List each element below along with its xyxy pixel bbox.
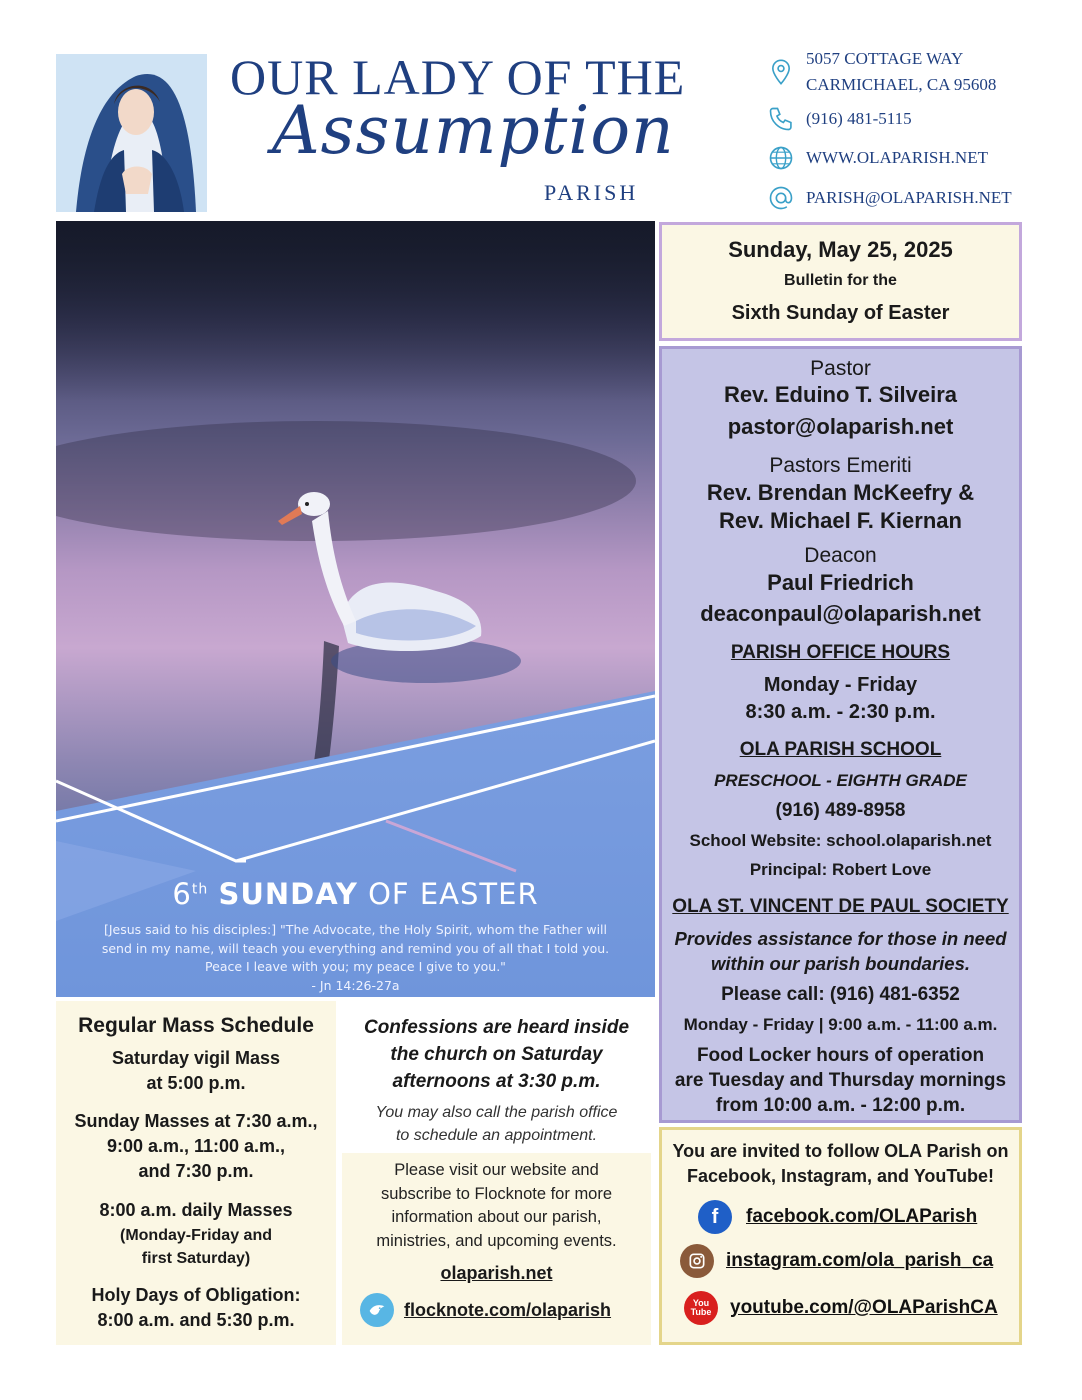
confessions-text: Confessions are heard inside the church on Saturday afternoons at 3:30 p.m.	[363, 1017, 630, 1092]
mass-schedule-box	[56, 1001, 336, 1345]
parish-title-line3: PARISH	[544, 180, 639, 205]
emeriti-label: Pastors Emeriti	[769, 454, 912, 477]
visit-box	[342, 1153, 651, 1345]
pastor-label: Pastor	[810, 357, 871, 380]
deacon-name: Paul Friedrich	[767, 570, 914, 595]
school-heading: OLA PARISH SCHOOL	[739, 739, 942, 760]
social-media-box	[659, 1127, 1022, 1345]
social-intro: You are invited to follow OLA Parish on Facebook, Instagram, and YouTube!	[672, 1141, 1009, 1186]
flocknote-link[interactable]: flocknote.com/olaparish	[404, 1299, 612, 1320]
globe-icon	[766, 143, 796, 173]
email-row	[766, 183, 1012, 213]
mass-daily-line2: (Monday-Friday and	[119, 1227, 272, 1244]
facebook-icon: f	[698, 1200, 732, 1234]
emeriti-name1: Rev. Brendan McKeefry &	[706, 480, 975, 505]
address-line2: CARMICHAEL, CA 95608	[806, 75, 997, 94]
svdp-hours: Monday - Friday | 9:00 a.m. - 11:00 a.m.	[683, 1015, 998, 1034]
address-block	[766, 46, 996, 98]
svdp-heading: OLA ST. VINCENT DE PAUL SOCIETY	[672, 896, 1009, 917]
mass-heading: Regular Mass Schedule	[78, 1014, 314, 1037]
youtube-link[interactable]: youtube.com/@OLAParishCA	[730, 1297, 998, 1318]
svdp-line1: Provides assistance for those in need	[674, 928, 1007, 949]
mass-sun-line2: 9:00 a.m., 11:00 a.m.,	[106, 1136, 286, 1156]
website-link[interactable]: WWW.OLAPARISH.NET	[806, 148, 988, 167]
visit-text: Please visit our website and subscribe to Flocknote for more information about our parish, ministries, and upcoming events.	[376, 1161, 617, 1250]
bulletin-date-box	[659, 222, 1022, 341]
mary-illustration	[56, 54, 207, 212]
mass-sat-line1: Saturday vigil Mass	[111, 1048, 281, 1068]
youtube-row[interactable]	[684, 1291, 998, 1325]
svdp-call[interactable]: Please call: (916) 481-6352	[721, 984, 960, 1005]
map-pin-icon	[766, 57, 796, 87]
school-principal: Principal: Robert Love	[749, 860, 932, 879]
instagram-link[interactable]: instagram.com/ola_parish_ca	[726, 1250, 994, 1271]
deacon-email[interactable]: deaconpaul@olaparish.net	[700, 601, 981, 626]
deacon-label: Deacon	[804, 544, 877, 567]
parish-website-link[interactable]: olaparish.net	[440, 1263, 553, 1283]
bulletin-date: Sunday, May 25, 2025	[728, 237, 953, 262]
school-grades: PRESCHOOL - EIGHTH GRADE	[714, 771, 967, 790]
phone-icon	[766, 104, 796, 134]
confessions-note: You may also call the parish office to schedule an appointment.	[375, 1104, 618, 1144]
mass-holy-line1: Holy Days of Obligation:	[91, 1285, 301, 1305]
flocknote-icon	[360, 1293, 394, 1327]
bulletin-occasion: Sixth Sunday of Easter	[731, 302, 950, 324]
instagram-row[interactable]	[680, 1244, 993, 1278]
confessions-box	[342, 1001, 651, 1146]
school-website[interactable]: School Website: school.olaparish.net	[689, 831, 992, 850]
svdp-line2: within our parish boundaries.	[710, 953, 971, 974]
swan-photo	[56, 221, 655, 997]
school-phone[interactable]: (916) 489-8958	[775, 800, 906, 821]
youtube-icon: You Tube	[684, 1291, 718, 1325]
address-line1: 5057 COTTAGE WAY	[806, 49, 964, 68]
office-hours-heading: PARISH OFFICE HOURS	[730, 642, 951, 663]
emeriti-name2: Rev. Michael F. Kiernan	[719, 508, 962, 533]
photo-caption-title: 6th SUNDAY OF EASTER	[172, 877, 539, 911]
parish-title-line2: Assumption	[272, 92, 675, 169]
food-locker-line1: Food Locker hours of operation	[696, 1045, 985, 1066]
instagram-icon	[680, 1244, 714, 1278]
mass-sun-line3: and 7:30 p.m.	[138, 1161, 254, 1181]
pastor-email[interactable]: pastor@olaparish.net	[727, 414, 954, 439]
mass-sun-line1: Sunday Masses at 7:30 a.m.,	[74, 1111, 318, 1131]
office-days: Monday - Friday	[763, 674, 918, 696]
email-link[interactable]: PARISH@OLAPARISH.NET	[806, 188, 1012, 207]
office-hours: 8:30 a.m. - 2:30 p.m.	[745, 701, 936, 723]
parish-title-line1: OUR LADY OF THE	[230, 49, 686, 105]
mass-sat-line2: at 5:00 p.m.	[146, 1073, 246, 1093]
pastor-name: Rev. Eduino T. Silveira	[723, 382, 958, 407]
website-row	[766, 143, 988, 173]
mass-holy-line2: 8:00 a.m. and 5:30 p.m.	[97, 1310, 295, 1330]
staff-box	[659, 346, 1022, 1123]
bulletin-subtitle: Bulletin for the	[784, 272, 897, 289]
flocknote-row[interactable]	[360, 1293, 611, 1327]
at-sign-icon	[766, 183, 796, 213]
food-locker-line3: from 10:00 a.m. - 12:00 p.m.	[715, 1095, 966, 1116]
phone-row	[766, 104, 912, 134]
mass-daily-line3: first Saturday)	[141, 1250, 251, 1267]
mass-daily-line1: 8:00 a.m. daily Masses	[99, 1200, 293, 1220]
photo-caption-quote: [Jesus said to his disciples:] "The Advocate, the Holy Spirit, whom the Father will send in my name, will teach you everything and remind you of all that I told you. Peace I leave with you; my peace I give to you." - Jn 14:26-27a	[101, 922, 610, 993]
mary-image	[56, 54, 207, 212]
food-locker-line2: are Tuesday and Thursday mornings	[674, 1070, 1007, 1091]
facebook-link[interactable]: facebook.com/OLAParish	[746, 1206, 978, 1227]
facebook-row[interactable]	[698, 1200, 977, 1234]
phone-number[interactable]: (916) 481-5115	[806, 109, 912, 128]
